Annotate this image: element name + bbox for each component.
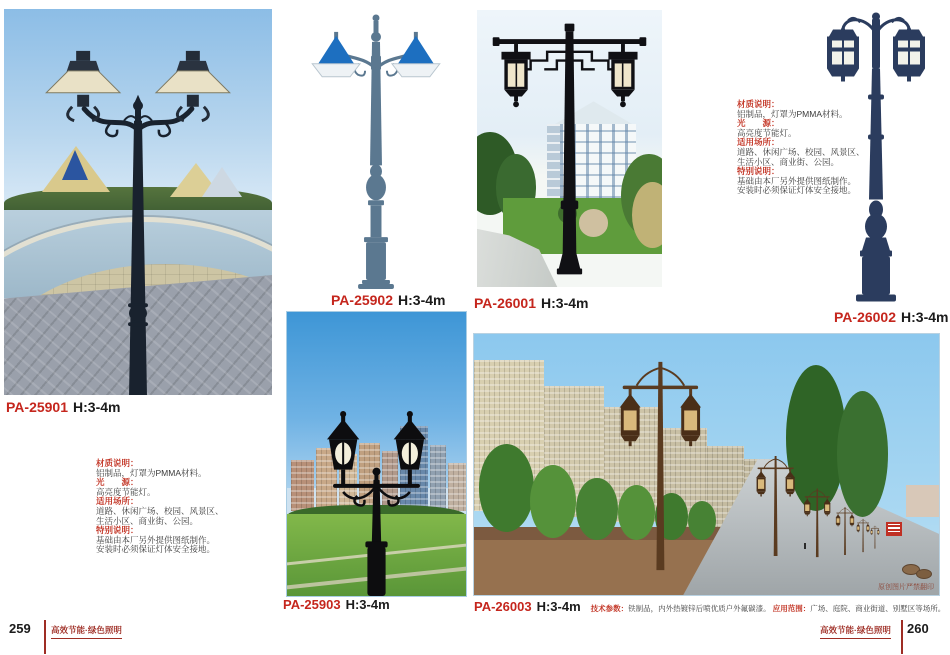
product-size: H:3-4m [73,399,121,415]
spec-line [591,603,946,614]
note-body: 生活小区、商业街、公园。 [737,156,840,167]
note-heading: 材质说明： [737,99,780,109]
lamp-illustration-pa25902 [300,4,452,289]
product-label-pa26002 [834,309,948,325]
note-body: 安装时必须保证灯体安全接地。 [737,185,857,196]
note-body: 高亮度节能灯。 [96,486,156,497]
material-note-left [96,459,306,555]
product-size: H:3-4m [398,292,446,308]
note-heading: 适用场所： [96,496,139,507]
product-code: PA-26001 [474,295,537,311]
spec-tech-label: 技术参数： [590,604,629,613]
footer-divider-left [44,620,46,654]
product-label-pa25901 [6,399,120,415]
note-body: 道路、休闲广场、校园、风景区、 [737,146,865,157]
spec-scope-text: 广场、庭院、商业街道、别墅区等场所。 [810,604,946,613]
spec-tech-text: 铁制品，内外热镀锌后喷优质户外氟碳漆。 [628,604,771,613]
lamp-illustration-pa25901 [4,9,272,395]
product-size: H:3-4m [901,309,949,325]
footer-slogan-left: 高效节能·绿色照明 [51,624,122,639]
lamp-illustration-pa26001 [477,10,662,287]
footer-divider-right [901,620,903,654]
note-heading: 特别说明： [737,166,780,177]
note-body: 基础由本厂另外提供图纸制作。 [96,534,216,545]
product-size: H:3-4m [345,597,390,612]
product-label-pa25902 [331,292,445,308]
note-body: 高亮度节能灯。 [737,127,797,138]
product-size: H:3-4m [536,599,581,614]
lamp-row-illustration-pa26003 [474,334,939,595]
product-label-pa26003 [474,599,945,614]
note-heading: 光 源： [96,477,139,488]
page-number-left: 259 [9,621,31,636]
product-code: PA-25902 [331,292,394,308]
note-body: 基础由本厂另外提供图纸制作。 [737,175,857,186]
spec-scope-label: 应用范围： [772,604,811,613]
note-heading: 适用场所： [737,137,780,148]
product-size: H:3-4m [541,295,589,311]
note-body: 道路、休闲广场、校园、风景区、 [96,505,224,516]
product-code: PA-25901 [6,399,69,415]
product-code: PA-26002 [834,309,897,325]
footer-slogan-right: 高效节能·绿色照明 [820,624,891,639]
product-label-pa25903 [283,597,390,612]
page-number-right: 260 [907,621,929,636]
note-body: 铝制品，灯罩为PMMA材料。 [737,108,848,119]
note-body: 生活小区、商业街、公园。 [96,515,199,526]
photo-watermark: 原创图片严禁翻印 [878,584,934,591]
product-label-pa26001 [474,295,588,311]
product-code: PA-25903 [283,597,341,612]
photo-pa26003 [473,333,940,596]
lamp-illustration-pa25903 [287,312,466,596]
note-heading: 材质说明： [96,458,139,468]
lamp-illustration-pa26002 [816,3,936,308]
note-body: 安装时必须保证灯体安全接地。 [96,544,216,555]
note-body: 铝制品，灯罩为PMMA材料。 [96,467,207,478]
photo-pa25903 [286,311,467,597]
note-heading: 特别说明： [96,525,139,536]
photo-pa25901 [4,9,272,395]
product-code: PA-26003 [474,599,532,614]
note-heading: 光 源： [737,118,780,129]
photo-pa26001 [477,10,662,287]
